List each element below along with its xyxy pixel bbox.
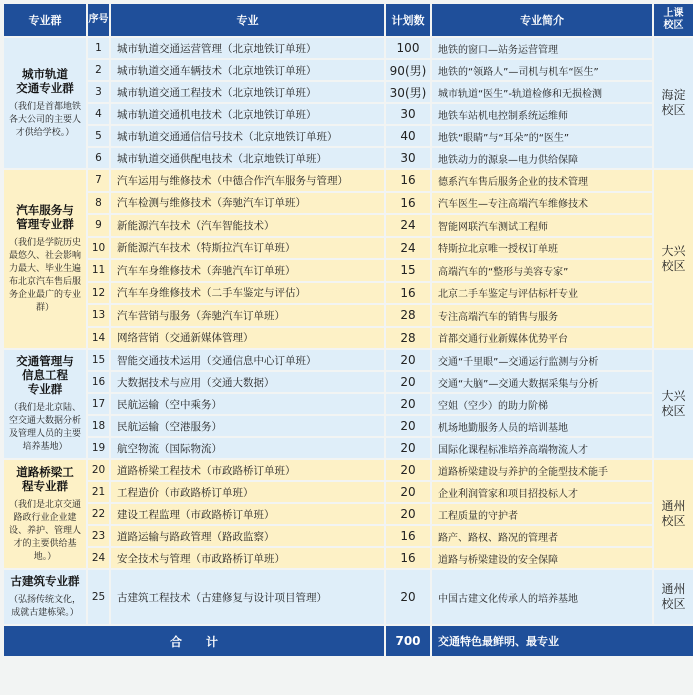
plan-count: 30(男) — [386, 82, 430, 102]
group-name — [7, 203, 83, 231]
table-row — [4, 305, 693, 326]
campus-cell — [654, 460, 693, 568]
group-name-line: 程专业群 — [22, 478, 68, 493]
header-plan: 计划数 — [386, 4, 430, 36]
total-row — [4, 626, 693, 656]
row-number: 16 — [88, 372, 109, 392]
major-name: 城市轨道交通车辆技术（北京地铁订单班） — [111, 60, 384, 80]
header-group: 专业群 — [4, 4, 86, 36]
plan-count: 20 — [386, 482, 430, 502]
plan-count: 28 — [386, 328, 430, 349]
plan-count: 20 — [386, 504, 430, 524]
total-intro: 交通特色最鲜明、最专业 — [432, 626, 693, 656]
table-row — [4, 438, 693, 458]
plan-count: 30 — [386, 148, 430, 168]
row-number: 21 — [88, 482, 109, 502]
total-label: 合 计 — [4, 626, 384, 656]
plan-count: 20 — [386, 438, 430, 458]
table-row — [4, 372, 693, 392]
row-number: 17 — [88, 394, 109, 414]
row-number: 3 — [88, 82, 109, 102]
major-name: 安全技术与管理（市政路桥订单班） — [111, 548, 384, 568]
plan-count: 90(男) — [386, 60, 430, 80]
table-row — [4, 60, 693, 80]
table-row — [4, 548, 693, 568]
group-description: （我们是北京交通路政行业企业建设、养护、管理人才的主要供给基地。） — [8, 499, 81, 562]
row-number: 23 — [88, 526, 109, 546]
table-row — [4, 416, 693, 436]
plan-count: 24 — [386, 238, 430, 259]
group-cell — [4, 170, 86, 348]
plan-count: 16 — [386, 193, 430, 214]
major-name: 城市轨道交通机电技术（北京地铁订单班） — [111, 104, 384, 124]
major-intro: 交通“千里眼”—交通运行监测与分析 — [432, 350, 652, 370]
major-intro: 中国古建文化传承人的培养基地 — [432, 570, 652, 624]
major-intro: 地铁的“领路人”—司机与机车“医生” — [432, 60, 652, 80]
plan-count: 40 — [386, 126, 430, 146]
major-intro: 工程质量的守护者 — [432, 504, 652, 524]
plan-count: 16 — [386, 548, 430, 568]
table-row — [4, 394, 693, 414]
major-intro: 北京二手车鉴定与评估标杆专业 — [432, 283, 652, 304]
group-description: （我们是首都地铁各大公司的主要人才供给学校。） — [8, 101, 81, 138]
major-name: 大数据技术与应用（交通大数据） — [111, 372, 384, 392]
table-row — [4, 170, 693, 191]
table-row — [4, 238, 693, 259]
row-number: 10 — [88, 238, 109, 259]
major-name: 建设工程监理（市政路桥订单班） — [111, 504, 384, 524]
group-name-line: 信息工程 — [22, 368, 68, 382]
enrollment-plan-table — [2, 2, 693, 658]
row-number: 24 — [88, 548, 109, 568]
major-name: 道路桥梁工程技术（市政路桥订单班） — [111, 460, 384, 480]
major-intro: 汽车医生—专注高端汽车维修技术 — [432, 193, 652, 214]
major-intro: 城市轨道“医生”-轨道检修和无损检测 — [432, 82, 652, 102]
plan-count: 16 — [386, 526, 430, 546]
campus-name-line: 大兴 — [661, 244, 686, 258]
major-name: 网络营销（交通新媒体管理） — [111, 328, 384, 349]
campus-name-line: 校区 — [661, 259, 686, 273]
campus-name-line: 大兴 — [661, 389, 686, 403]
group-cell — [4, 570, 86, 624]
header-campus: 上课 校区 — [654, 4, 693, 36]
group-name-line: 道路桥梁工 — [16, 464, 74, 479]
major-intro: 特斯拉北京唯一授权订单班 — [432, 238, 652, 259]
plan-count: 20 — [386, 570, 430, 624]
major-name: 工程造价（市政路桥订单班） — [111, 482, 384, 502]
plan-count: 15 — [386, 260, 430, 281]
major-name: 新能源汽车技术（汽车智能技术） — [111, 215, 384, 236]
table-row — [4, 460, 693, 480]
table-body — [4, 38, 693, 656]
major-name: 民航运输（空中乘务） — [111, 394, 384, 414]
campus-name-line: 校区 — [661, 103, 686, 117]
group-description: （弘扬传统文化，成就古建栋梁。） — [8, 595, 81, 618]
major-intro: 企业利润管家和项目招投标人才 — [432, 482, 652, 502]
major-name: 汽车车身维修技术（奔驰汽车订单班） — [111, 260, 384, 281]
table-row — [4, 570, 693, 624]
campus-cell — [654, 38, 693, 168]
major-intro: 德系汽车售后服务企业的技术管理 — [432, 170, 652, 191]
table-row — [4, 126, 693, 146]
plan-count: 16 — [386, 170, 430, 191]
row-number: 11 — [88, 260, 109, 281]
major-name: 道路运输与路政管理（路政监察） — [111, 526, 384, 546]
major-intro: 道路与桥梁建设的安全保障 — [432, 548, 652, 568]
table-row — [4, 526, 693, 546]
group-name-line: 交通专业群 — [16, 80, 74, 95]
row-number: 18 — [88, 416, 109, 436]
table-header-row — [4, 4, 693, 36]
major-name: 城市轨道交通工程技术（北京地铁订单班） — [111, 82, 384, 102]
campus-name-line: 校区 — [661, 514, 686, 528]
plan-count: 24 — [386, 215, 430, 236]
total-plan: 700 — [386, 626, 430, 656]
major-intro: 地铁动力的源泉—电力供给保障 — [432, 148, 652, 168]
group-cell — [4, 38, 86, 168]
major-name: 民航运输（空港服务） — [111, 416, 384, 436]
plan-count: 20 — [386, 460, 430, 480]
row-number: 4 — [88, 104, 109, 124]
campus-name-line: 通州 — [661, 499, 686, 513]
major-intro: 高端汽车的“整形与美容专家” — [432, 260, 652, 281]
row-number: 7 — [88, 170, 109, 191]
group-description: （我们是学院历史最悠久、社会影响力最大、毕业生遍布北京汽车售后服务企业最广的专业群） — [8, 238, 81, 313]
major-intro: 地铁的窗口—站务运营管理 — [432, 38, 652, 58]
group-name-line: 交通管理与 — [16, 354, 74, 368]
table-row — [4, 193, 693, 214]
group-name-line: 汽车服务与 — [16, 203, 74, 217]
row-number: 9 — [88, 215, 109, 236]
plan-count: 30 — [386, 104, 430, 124]
plan-count: 16 — [386, 283, 430, 304]
major-name: 智能交通技术运用（交通信息中心订单班） — [111, 350, 384, 370]
group-description: （我们是北京陆、空交通大数据分析及管理人员的主要培养基地） — [8, 403, 81, 452]
row-number: 20 — [88, 460, 109, 480]
row-number: 14 — [88, 328, 109, 349]
major-name: 汽车检测与维修技术（奔驰汽车订单班） — [111, 193, 384, 214]
major-intro: 地铁车站机电控制系统运维师 — [432, 104, 652, 124]
plan-count: 28 — [386, 305, 430, 326]
group-name — [7, 354, 83, 396]
table-row — [4, 215, 693, 236]
major-name: 城市轨道交通供配电技术（北京地铁订单班） — [111, 148, 384, 168]
campus-cell — [654, 170, 693, 348]
header-no: 序号 — [88, 4, 109, 36]
major-name: 新能源汽车技术（特斯拉汽车订单班） — [111, 238, 384, 259]
plan-count: 20 — [386, 394, 430, 414]
row-number: 6 — [88, 148, 109, 168]
row-number: 5 — [88, 126, 109, 146]
major-intro: 机场地勤服务人员的培训基地 — [432, 416, 652, 436]
table-row — [4, 350, 693, 370]
table-row — [4, 283, 693, 304]
major-intro: 国际化课程标准培养高端物流人才 — [432, 438, 652, 458]
table-row — [4, 104, 693, 124]
major-intro: 地铁“眼睛”与“耳朵”的“医生” — [432, 126, 652, 146]
campus-name-line: 通州 — [661, 582, 686, 596]
campus-name-line: 海淀 — [661, 88, 686, 102]
enrollment-plan-table-container — [2, 2, 691, 691]
plan-count: 20 — [386, 416, 430, 436]
major-intro: 路产、路权、路况的管理者 — [432, 526, 652, 546]
plan-count: 20 — [386, 372, 430, 392]
row-number: 15 — [88, 350, 109, 370]
major-intro: 首都交通行业新媒体优势平台 — [432, 328, 652, 349]
major-name: 古建筑工程技术（古建修复与设计项目管理） — [111, 570, 384, 624]
group-name-line: 管理专业群 — [16, 217, 74, 231]
table-row — [4, 482, 693, 502]
major-intro: 智能网联汽车测试工程师 — [432, 215, 652, 236]
campus-cell — [654, 350, 693, 458]
major-intro: 空姐（空少）的助力阶梯 — [432, 394, 652, 414]
campus-name-line: 校区 — [661, 404, 686, 418]
major-intro: 道路桥梁建设与养护的全能型技术能手 — [432, 460, 652, 480]
major-name: 航空物流（国际物流） — [111, 438, 384, 458]
plan-count: 100 — [386, 38, 430, 58]
header-intro: 专业简介 — [432, 4, 652, 36]
row-number: 12 — [88, 283, 109, 304]
table-row — [4, 148, 693, 168]
major-intro: 专注高端汽车的销售与服务 — [432, 305, 652, 326]
campus-cell — [654, 570, 693, 624]
group-name — [7, 67, 83, 95]
major-name: 汽车运用与维修技术（中德合作汽车服务与管理） — [111, 170, 384, 191]
header-major: 专业 — [111, 4, 384, 36]
table-row — [4, 260, 693, 281]
group-cell — [4, 460, 86, 568]
major-intro: 交通“大脑”—交通大数据采集与分析 — [432, 372, 652, 392]
table-row — [4, 82, 693, 102]
row-number: 8 — [88, 193, 109, 214]
row-number: 1 — [88, 38, 109, 58]
table-row — [4, 328, 693, 349]
group-name-line: 专业群 — [27, 382, 63, 396]
plan-count: 20 — [386, 350, 430, 370]
row-number: 22 — [88, 504, 109, 524]
group-name — [7, 465, 83, 493]
row-number: 2 — [88, 60, 109, 80]
group-name-line: 城市轨道 — [22, 66, 68, 81]
campus-name-line: 校区 — [661, 597, 686, 611]
group-name-line: 古建筑专业群 — [10, 574, 80, 588]
major-name: 汽车车身维修技术（二手车鉴定与评估） — [111, 283, 384, 304]
major-name: 城市轨道交通运营管理（北京地铁订单班） — [111, 38, 384, 58]
row-number: 25 — [88, 570, 109, 624]
row-number: 13 — [88, 305, 109, 326]
table-row — [4, 38, 693, 58]
major-name: 汽车营销与服务（奔驰汽车订单班） — [111, 305, 384, 326]
table-row — [4, 504, 693, 524]
major-name: 城市轨道交通通信信号技术（北京地铁订单班） — [111, 126, 384, 146]
group-name — [7, 574, 83, 588]
row-number: 19 — [88, 438, 109, 458]
group-cell — [4, 350, 86, 458]
